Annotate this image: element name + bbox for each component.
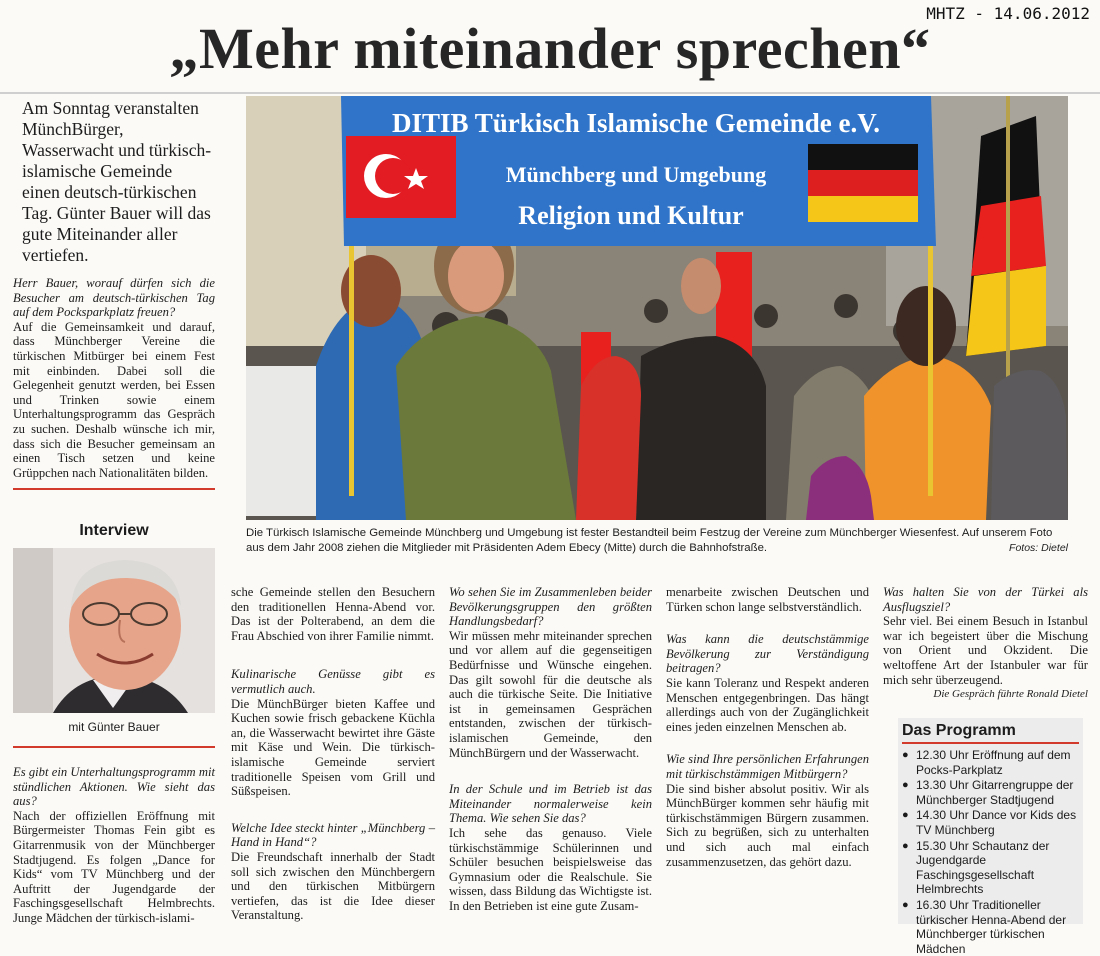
question: Was halten Sie von der Türkei als Ausflugsziel?	[883, 585, 1088, 614]
interview-column-4	[883, 585, 1088, 702]
question: Herr Bauer, worauf dürfen sich die Besucher am deutsch-türkischen Tag auf dem Pocksparkplatz freuen?	[13, 276, 215, 320]
program-item: ● 15.30 Uhr Schautanz der Jugendgarde Faschingsgesellschaft Helmbrechts	[902, 839, 1079, 897]
answer: sche Gemeinde stellen den Besuchern den traditionellen Henna-Abend vor. Das ist der Polterabend, an dem die Frau Abschied von ihrer Familie nimmt.	[231, 585, 435, 643]
question: Es gibt ein Unterhaltungsprogramm mit stündlichen Aktionen. Wie sieht das aus?	[13, 765, 215, 809]
program-box	[898, 718, 1083, 956]
answer: menarbeite zwischen Deutschen und Türken schon lange selbstverständlich.	[666, 585, 869, 614]
photo-caption: Die Türkisch Islamische Gemeinde Münchberg und Umgebung ist fester Bestandteil beim Festzug der Vereine zum Münchberger Wiesenfest. Auf unserem Foto aus dem Jahr 2008 ziehen die Mitglieder mit Präsidenten Adem Ebecy (Mitte) durch die Bahnhofstraße.	[246, 527, 1053, 554]
interview-column-0-bottom	[13, 765, 215, 926]
answer: Sehr viel. Bei einem Besuch in Istanbul war ich begeistert über die Mischung von Orient und Okzident. Die weltoffene Art der Istanbuler war für mich sehr überzeugend.	[883, 614, 1088, 687]
program-item: ● 12.30 Uhr Eröffnung auf dem Pocks-Parkplatz	[902, 748, 1079, 777]
program-title: Das Programm	[902, 722, 1016, 739]
program-item: ● 14.30 Uhr Dance vor Kids des TV Münchberg	[902, 808, 1079, 837]
portrait-illustration	[13, 548, 215, 713]
source-stamp: MHTZ - 14.06.2012	[926, 4, 1090, 23]
answer: Auf die Gemeinsamkeit und darauf, dass Münchberger Vereine die türkischen Mitbürger bei einem Fest mit einbinden. Dabei soll die Gelegenheit genutzt werden, bei Essen und Trinken sowie einem Unterhaltungsprogramm das Gespräch zu suchen. Deshalb wünsche ich mir, dass sich die Besucher gemeinsam an einen Tisch setzen und keine Grüppchen nach Nationalitäten bilden.	[13, 319, 215, 480]
question: Wie sind Ihre persönlichen Erfahrungen mit türkischstämmigen Mitbürgern?	[666, 752, 869, 781]
banner-line-2: Münchberg und Umgebung	[505, 162, 767, 187]
question: In der Schule und im Betrieb ist das Miteinander normalerweise kein Thema. Wie sehen Sie das?	[449, 782, 652, 826]
question: Welche Idee steckt hinter „Münchberg – Hand in Hand“?	[231, 820, 435, 850]
interview-title: Interview	[79, 522, 149, 539]
answer: Sie kann Toleranz und Respekt anderen Menschen entgegenbringen. Das hängt allerdings auch von der Zugänglichkeit eines jeden einzelnen Menschen ab.	[666, 675, 869, 734]
section-divider	[13, 488, 215, 490]
answer: Wir müssen mehr miteinander sprechen und vor allem auf die gegenseitigen Bedürfnisse und Wünsche eingehen. Das gilt sowohl für die deutsche als auch die türkische Seite. Die Initiative ist in gemeinsamen Gesprächen entstanden, zwischen der türkisch-islamischen Gemeinde, den MünchBürgern und der Wasserwacht.	[449, 628, 652, 760]
program-list	[898, 748, 1083, 956]
parade-illustration	[246, 96, 1068, 520]
answer: Nach der offiziellen Eröffnung mit Bürgermeister Thomas Fein gibt es Gitarrenmusik von der Münchberger Stadtjugend. Es folgen „Dance for Kids“ vom TV Münchberg und der Auftritt der Jugendgarde der Faschingsgesellschaft Helmbrechts. Junge Mädchen der türkisch-islami-	[13, 808, 215, 925]
section-divider	[13, 746, 215, 748]
interview-column-2	[449, 585, 652, 913]
parade-photo	[246, 96, 1068, 520]
lead-paragraph: Am Sonntag veranstalten MünchBürger, Wasserwacht und türkisch-islamische Gemeinde einen deutsch-türkischen Tag. Günter Bauer will das gute Miteinander aller vertiefen.	[22, 98, 212, 265]
answer: Die Freundschaft innerhalb der Stadt soll sich zwischen den Münchbergern und den türkischen Mitbürgern vertiefen, das ist die Idee dieser Veranstaltung.	[231, 849, 435, 923]
headline: „Mehr miteinander sprechen“	[169, 16, 931, 81]
question: Was kann die deutschstämmige Bevölkerung zur Verständigung beitragen?	[666, 632, 869, 676]
answer: Ich sehe das genauso. Viele türkischstämmige Schülerinnen und Schüler besuchen beispielsweise das Gymnasium oder die Realschule. Sie wissen, dass Bildung das Wichtigste ist. In den Betrieben ist eine gute Zusam-	[449, 825, 652, 913]
program-item: ● 13.30 Uhr Gitarrengruppe der Münchberger Stadtjugend	[902, 778, 1079, 807]
portrait-caption: mit Günter Bauer	[68, 720, 160, 734]
interview-column-0-top	[13, 276, 215, 490]
question: Kulinarische Genüsse gibt es vermutlich auch.	[231, 667, 435, 696]
photo-credit: Fotos: Dietel	[1009, 541, 1068, 554]
photo-caption-block	[246, 526, 1068, 555]
program-item: ● 16.30 Uhr Traditioneller türkischer Henna-Abend der Münchberger türkischen Mädchen	[902, 898, 1079, 956]
headline-divider	[0, 92, 1100, 94]
answer: Die MünchBürger bieten Kaffee und Kuchen sowie frisch gebackene Küchla an, die Wasserwacht bewirtet ihre Gäste mit Käse und Wein. Die türkisch-islamische Gemeinde serviert traditionelle Speisen vom Grill und Süßspeisen.	[231, 696, 435, 799]
interview-column-1	[231, 585, 435, 923]
answer: Die sind bisher absolut positiv. Wir als MünchBürger kommen sehr häufig mit türkischstämmigen Bürgern zusammen. Sich zu begrüßen, sich zu unterhalten und sich auch mal einfach zusammenzusetzen, das gehört dazu.	[666, 781, 869, 869]
banner-line-1: DITIB Türkisch Islamische Gemeinde e.V.	[391, 108, 881, 138]
portrait-photo	[13, 548, 215, 713]
interviewer-signature: Die Gespräch führte Ronald Dietel	[933, 688, 1088, 701]
interview-column-3	[666, 585, 869, 869]
question: Wo sehen Sie im Zusammenleben beider Bevölkerungsgruppen den größten Handlungsbedarf?	[449, 585, 652, 629]
banner-line-3: Religion und Kultur	[518, 201, 744, 230]
program-divider	[902, 742, 1079, 744]
